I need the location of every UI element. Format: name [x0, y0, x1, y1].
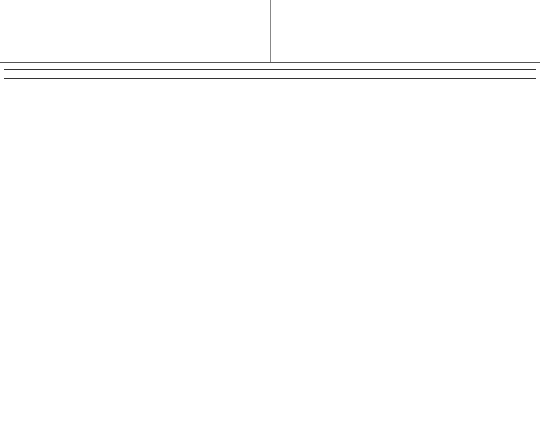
- article-headline: [4, 69, 536, 79]
- top-columns: [0, 0, 540, 63]
- top-left-column: [0, 0, 270, 62]
- top-right-column: [270, 0, 540, 62]
